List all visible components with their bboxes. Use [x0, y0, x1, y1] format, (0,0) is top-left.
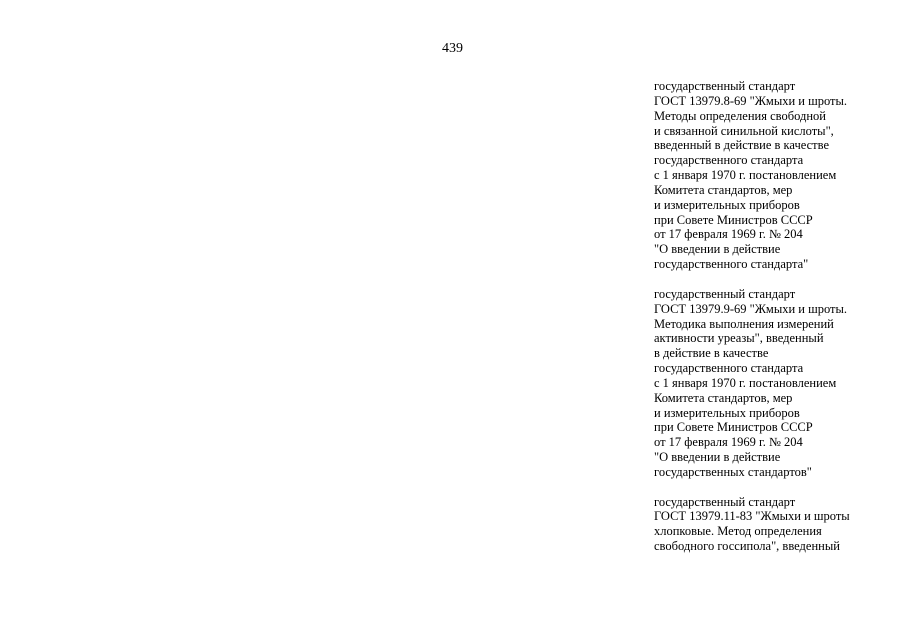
text-line: активности уреазы", введенный [654, 331, 824, 346]
text-line: от 17 февраля 1969 г. № 204 [654, 227, 803, 242]
text-line: и связанной синильной кислоты", [654, 123, 834, 138]
text-line: Комитета стандартов, мер [654, 390, 793, 405]
text-line: с 1 января 1970 г. постановлением [654, 168, 837, 183]
text-line: в действие в качестве [654, 346, 769, 361]
text-line: и измерительных приборов [654, 405, 800, 420]
text-line: государственный стандарт [654, 494, 796, 509]
document-entry [654, 495, 894, 554]
text-line: от 17 февраля 1969 г. № 204 [654, 435, 803, 450]
text-line: государственного стандарта [654, 153, 804, 168]
text-line: государственный стандарт [654, 79, 796, 93]
document-entry [654, 79, 894, 272]
page-number: 439 [442, 41, 463, 56]
document-entry [654, 287, 894, 480]
text-line: хлопковые. Метод определения [654, 524, 822, 539]
text-line: при Совете Министров СССР [654, 420, 813, 435]
text-line: введенный в действие в качестве [654, 138, 830, 153]
text-line: Комитета стандартов, мер [654, 182, 793, 197]
text-line: Методы определения свободной [654, 108, 826, 123]
text-line: ГОСТ 13979.9-69 "Жмыхи и шроты. [654, 301, 848, 316]
text-line: "О введении в действие [654, 242, 781, 257]
text-line: ГОСТ 13979.8-69 "Жмыхи и шроты. [654, 93, 848, 108]
text-line: Методика выполнения измерений [654, 316, 834, 331]
text-line: государственный стандарт [654, 286, 796, 301]
text-line: государственного стандарта [654, 361, 804, 376]
text-line: государственных стандартов" [654, 464, 812, 479]
text-line: при Совете Министров СССР [654, 212, 813, 227]
text-line: государственного стандарта" [654, 257, 809, 272]
text-line: ГОСТ 13979.11-83 "Жмыхи и шроты [654, 509, 850, 524]
text-line: и измерительных приборов [654, 197, 800, 212]
text-line: с 1 января 1970 г. постановлением [654, 375, 837, 390]
text-line: "О введении в действие [654, 450, 781, 465]
document-text-column [654, 79, 894, 569]
text-line: свободного госсипола", введенный [654, 539, 840, 554]
